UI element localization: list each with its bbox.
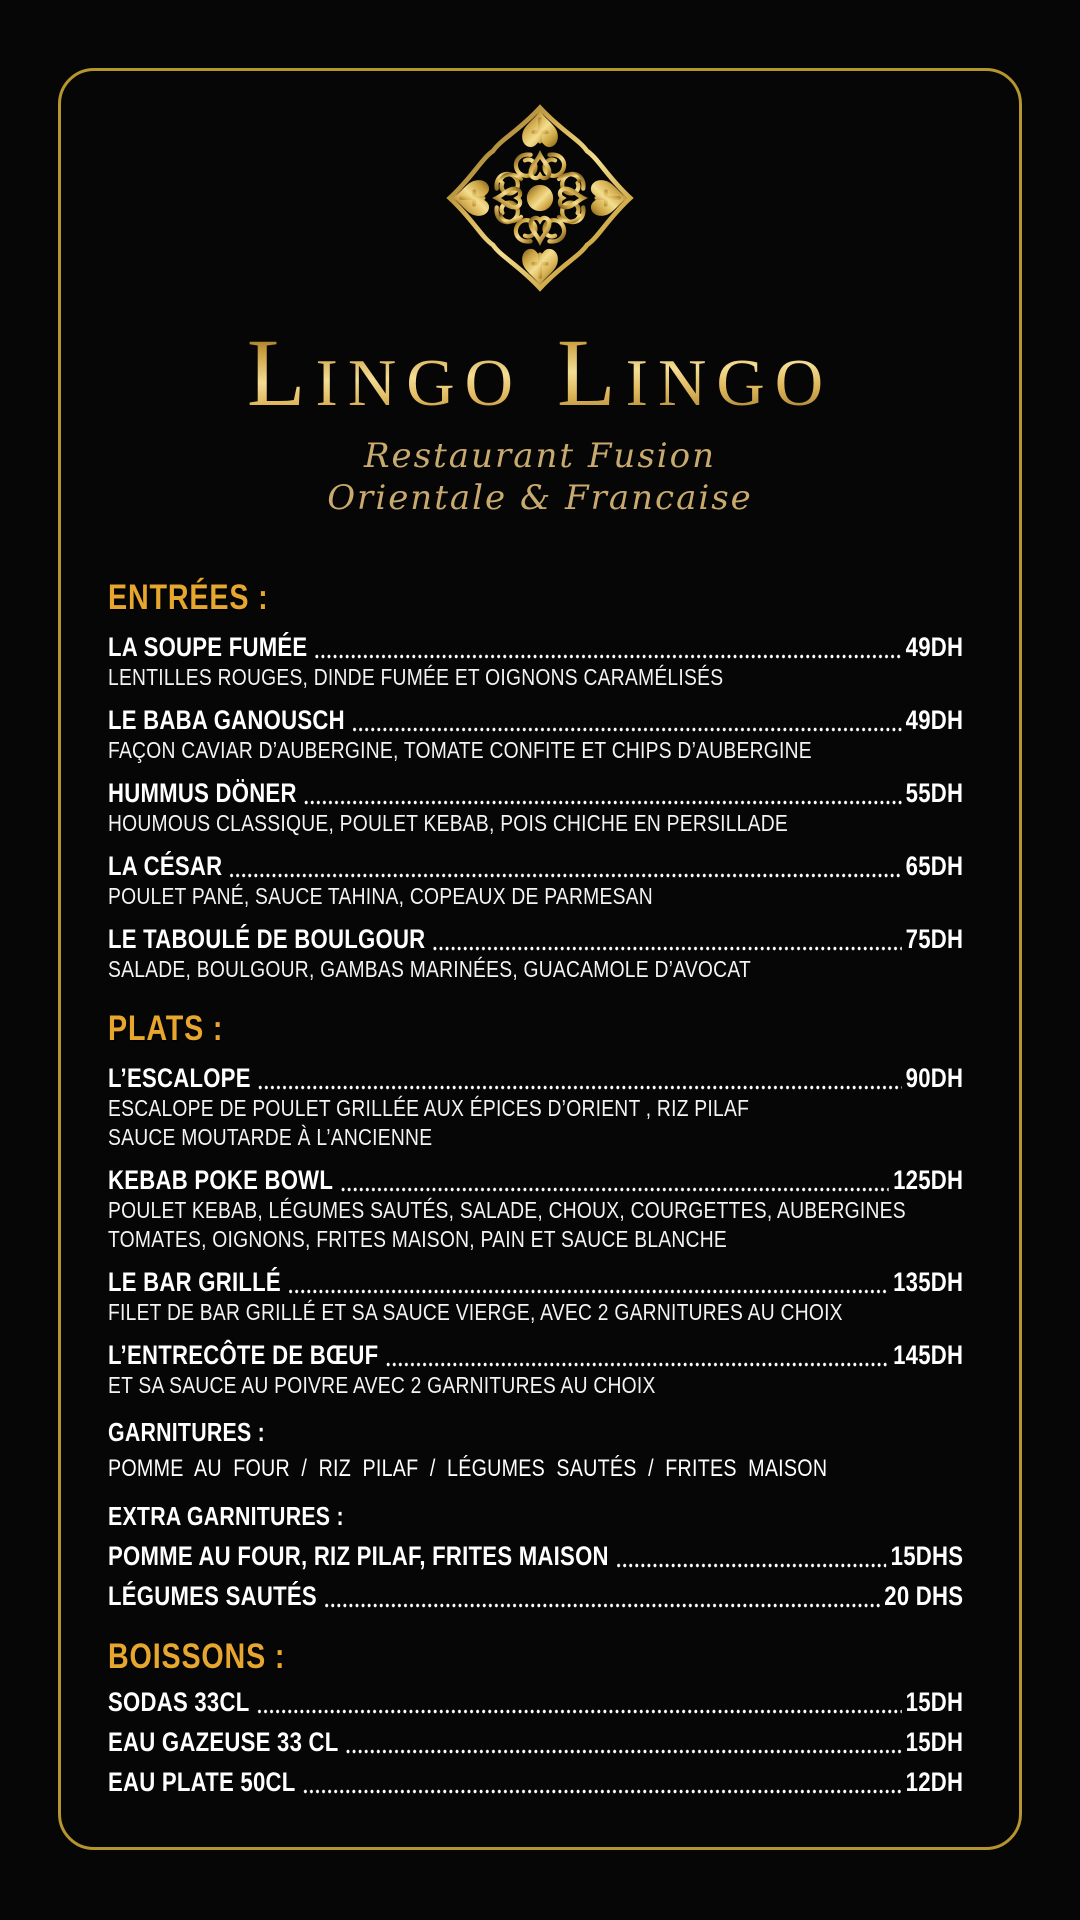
dish-price: 15DH <box>905 1687 964 1717</box>
dish-price: 125DH <box>893 1165 964 1195</box>
dish-title: L’ESCALOPE <box>108 1063 251 1093</box>
dish-price: 90DH <box>905 1063 964 1093</box>
menu-item-row <box>108 1267 963 1298</box>
dish-title: LE TABOULÉ DE BOULGOUR <box>108 924 426 954</box>
dot-leader <box>323 1603 880 1608</box>
dot-leader <box>340 1187 889 1192</box>
menu-item <box>108 1267 963 1327</box>
dish-title: LA CÉSAR <box>108 851 223 881</box>
section-heading: PLATS : <box>108 1009 224 1048</box>
dot-leader <box>302 1789 901 1794</box>
dish-title: LE BABA GANOUSCH <box>108 705 345 735</box>
dish-description: FILET DE BAR GRILLÉ ET SA SAUCE VIERGE, AVEC 2 GARNITURES AU CHOIX <box>108 1299 843 1325</box>
menu-item <box>108 1581 963 1612</box>
dish-description: SAUCE MOUTARDE À L’ANCIENNE <box>108 1124 433 1150</box>
dish-title: HUMMUS DÖNER <box>108 778 297 808</box>
dot-leader <box>303 800 901 805</box>
menu-item <box>108 924 963 984</box>
dish-description: SALADE, BOULGOUR, GAMBAS MARINÉES, GUACAMOLE D’AVOCAT <box>108 956 752 982</box>
dish-title: L’ENTRECÔTE DE BŒUF <box>108 1340 379 1370</box>
dish-price: 15DHS <box>890 1541 964 1571</box>
dish-description: TOMATES, OIGNONS, FRITES MAISON, PAIN ET SAUCE BLANCHE <box>108 1226 727 1252</box>
arabesque-diamond-ornament-icon <box>446 104 634 292</box>
dish-price: 75DH <box>905 924 964 954</box>
section-heading: ENTRÉES : <box>108 578 269 617</box>
dot-leader <box>615 1563 886 1568</box>
menu-item <box>108 1340 963 1400</box>
dish-description: POULET KEBAB, LÉGUMES SAUTÉS, SALADE, CHOUX, COURGETTES, AUBERGINES <box>108 1197 906 1223</box>
menu-item-row <box>108 1063 963 1094</box>
menu-item-row <box>108 632 963 663</box>
menu-item <box>108 778 963 838</box>
dish-price: 12DH <box>905 1767 964 1797</box>
dish-price: 49DH <box>905 632 964 662</box>
dish-description: HOUMOUS CLASSIQUE, POULET KEBAB, POIS CHICHE EN PERSILLADE <box>108 810 788 836</box>
menu-item-row <box>108 851 963 882</box>
dot-leader <box>345 1749 901 1754</box>
menu-item <box>108 1767 963 1798</box>
dot-leader <box>288 1289 890 1294</box>
menu-item <box>108 1687 963 1718</box>
menu-item <box>108 1063 963 1152</box>
dot-leader <box>229 873 902 878</box>
header <box>0 0 1080 519</box>
dish-title: LÉGUMES SAUTÉS <box>108 1581 317 1611</box>
menu-item <box>108 851 963 911</box>
menu-section <box>108 1636 963 1798</box>
menu-item-row <box>108 924 963 955</box>
menu-item <box>108 1165 963 1254</box>
dish-price: 49DH <box>905 705 964 735</box>
menu-subheading: GARNITURES : <box>108 1417 265 1447</box>
dish-description: ET SA SAUCE AU POIVRE AVEC 2 GARNITURES AU CHOIX <box>108 1372 656 1398</box>
menu-item-row <box>108 1340 963 1371</box>
dish-price: 15DH <box>905 1727 964 1757</box>
menu-item-row <box>108 1727 963 1758</box>
dot-leader <box>314 654 902 659</box>
dish-title: KEBAB POKE BOWL <box>108 1165 334 1195</box>
menu-item-row <box>108 705 963 736</box>
dish-description: POULET PANÉ, SAUCE TAHINA, COPEAUX DE PARMESAN <box>108 883 653 909</box>
menu-item <box>108 1541 963 1572</box>
section-heading: BOISSONS : <box>108 1637 286 1676</box>
menu-item <box>108 632 963 692</box>
dish-title: LA SOUPE FUMÉE <box>108 632 308 662</box>
dot-leader <box>256 1709 902 1714</box>
dish-price: 65DH <box>905 851 964 881</box>
menu-item-row <box>108 1165 963 1196</box>
menu-section <box>108 577 963 984</box>
subtitle-line-2: Orientale & Francaise <box>327 478 753 518</box>
dot-leader <box>351 727 901 732</box>
dish-title: LE BAR GRILLÉ <box>108 1267 281 1297</box>
dot-leader <box>257 1085 901 1090</box>
dish-title: SODAS 33CL <box>108 1687 250 1717</box>
dish-price: 145DH <box>893 1340 964 1370</box>
menu-item-row <box>108 778 963 809</box>
menu-section <box>108 1008 963 1612</box>
dish-description: ESCALOPE DE POULET GRILLÉE AUX ÉPICES D’ORIENT , RIZ PILAF <box>108 1095 750 1121</box>
menu-item-row <box>108 1767 963 1798</box>
restaurant-title: Lingo Lingo <box>0 325 1080 421</box>
dot-leader <box>432 946 902 951</box>
dish-description: FAÇON CAVIAR D’AUBERGINE, TOMATE CONFITE ET CHIPS D’AUBERGINE <box>108 737 812 763</box>
dish-price: 55DH <box>905 778 964 808</box>
dish-title: EAU PLATE 50CL <box>108 1767 296 1797</box>
menu-item-row <box>108 1541 963 1572</box>
subtitle-line-1: Restaurant Fusion <box>363 436 717 476</box>
dish-description: LENTILLES ROUGES, DINDE FUMÉE ET OIGNONS CARAMÉLISÉS <box>108 664 724 690</box>
restaurant-subtitle <box>0 435 1080 519</box>
menu-subheading: EXTRA GARNITURES : <box>108 1501 344 1531</box>
menu-item-row <box>108 1687 963 1718</box>
dish-title: POMME AU FOUR, RIZ PILAF, FRITES MAISON <box>108 1541 609 1571</box>
menu-item-row <box>108 1581 963 1612</box>
dish-price: 135DH <box>893 1267 964 1297</box>
menu-sections <box>108 577 963 1798</box>
menu-plain-line: POMME AU FOUR / RIZ PILAF / LÉGUMES SAUTÉS / FRITES MAISON <box>108 1455 828 1482</box>
menu-item <box>108 1727 963 1758</box>
dot-leader <box>385 1362 889 1367</box>
dish-title: EAU GAZEUSE 33 CL <box>108 1727 339 1757</box>
dish-price: 20 DHS <box>884 1581 964 1611</box>
menu-item <box>108 705 963 765</box>
